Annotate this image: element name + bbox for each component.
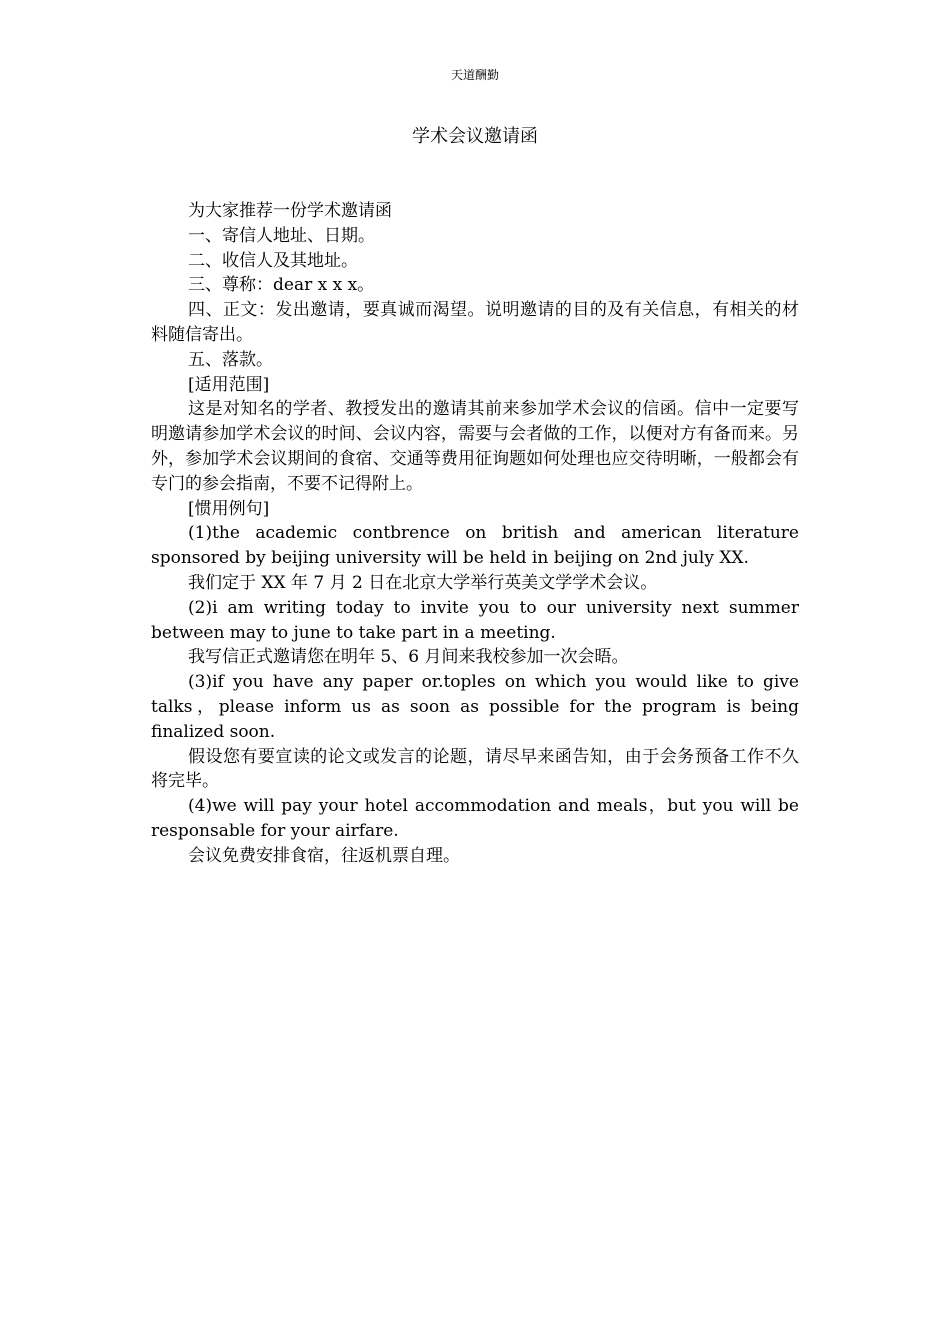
example-1-chinese: 我们定于 XX 年 7 月 2 日在北京大学举行英美文学学术会议。 — [188, 572, 658, 593]
example-1-english: (1)the academic contbrence on british and american literature sponsored by beijing university will be held in beijing on 2nd july XX. — [151, 523, 799, 569]
examples-heading: [惯用例句] — [188, 498, 270, 519]
section-sender-address: 一、寄信人地址、日期。 — [188, 225, 375, 246]
example-4-chinese: 会议免费安排食宿，往返机票自理。 — [188, 845, 460, 866]
document-title: 学术会议邀请函 — [412, 126, 538, 147]
section-recipient-address: 二、收信人及其地址。 — [188, 250, 358, 271]
scope-heading: [适用范围] — [188, 374, 270, 395]
section-body-text: 四、正文：发出邀请，要真诚而渴望。说明邀请的目的及有关信息，有相关的材料随信寄出。 — [151, 300, 799, 345]
intro-paragraph: 为大家推荐一份学术邀请函 — [188, 201, 392, 221]
section-salutation: 三、尊称：dear x x x。 — [188, 275, 375, 296]
example-2-chinese: 我写信正式邀请您在明年 5、6 月间来我校参加一次会晤。 — [188, 647, 629, 668]
scope-paragraph: 这是对知名的学者、教授发出的邀请其前来参加学术会议的信函。信中一定要写明邀请参加学术会议的时间、会议内容，需要与会者做的工作，以便对方有备而来。另外，参加学术会议期间的食宿、交通等费用征询题如何处理也应交待明晰，一般都会有专门的参会指南，不要不记得附上。 — [151, 399, 799, 494]
example-3-chinese: 假设您有要宣读的论文或发言的论题，请尽早来函告知，由于会务预备工作不久将完毕。 — [151, 746, 799, 792]
document-body — [151, 199, 799, 869]
example-2-english: (2)i am writing today to invite you to our university next summer between may to june to take part in a meeting. — [151, 597, 799, 643]
page-header: 天道酬勤 — [450, 68, 499, 82]
example-3-english: (3)if you have any paper or.toples on which you would like to give talks，please inform us as soon as possible for the program is being finalized soon. — [151, 672, 799, 742]
example-4-english: (4)we will pay your hotel accommodation and meals，but you will be responsable for your airfare. — [151, 796, 799, 841]
section-signature: 五、落款。 — [188, 349, 273, 370]
